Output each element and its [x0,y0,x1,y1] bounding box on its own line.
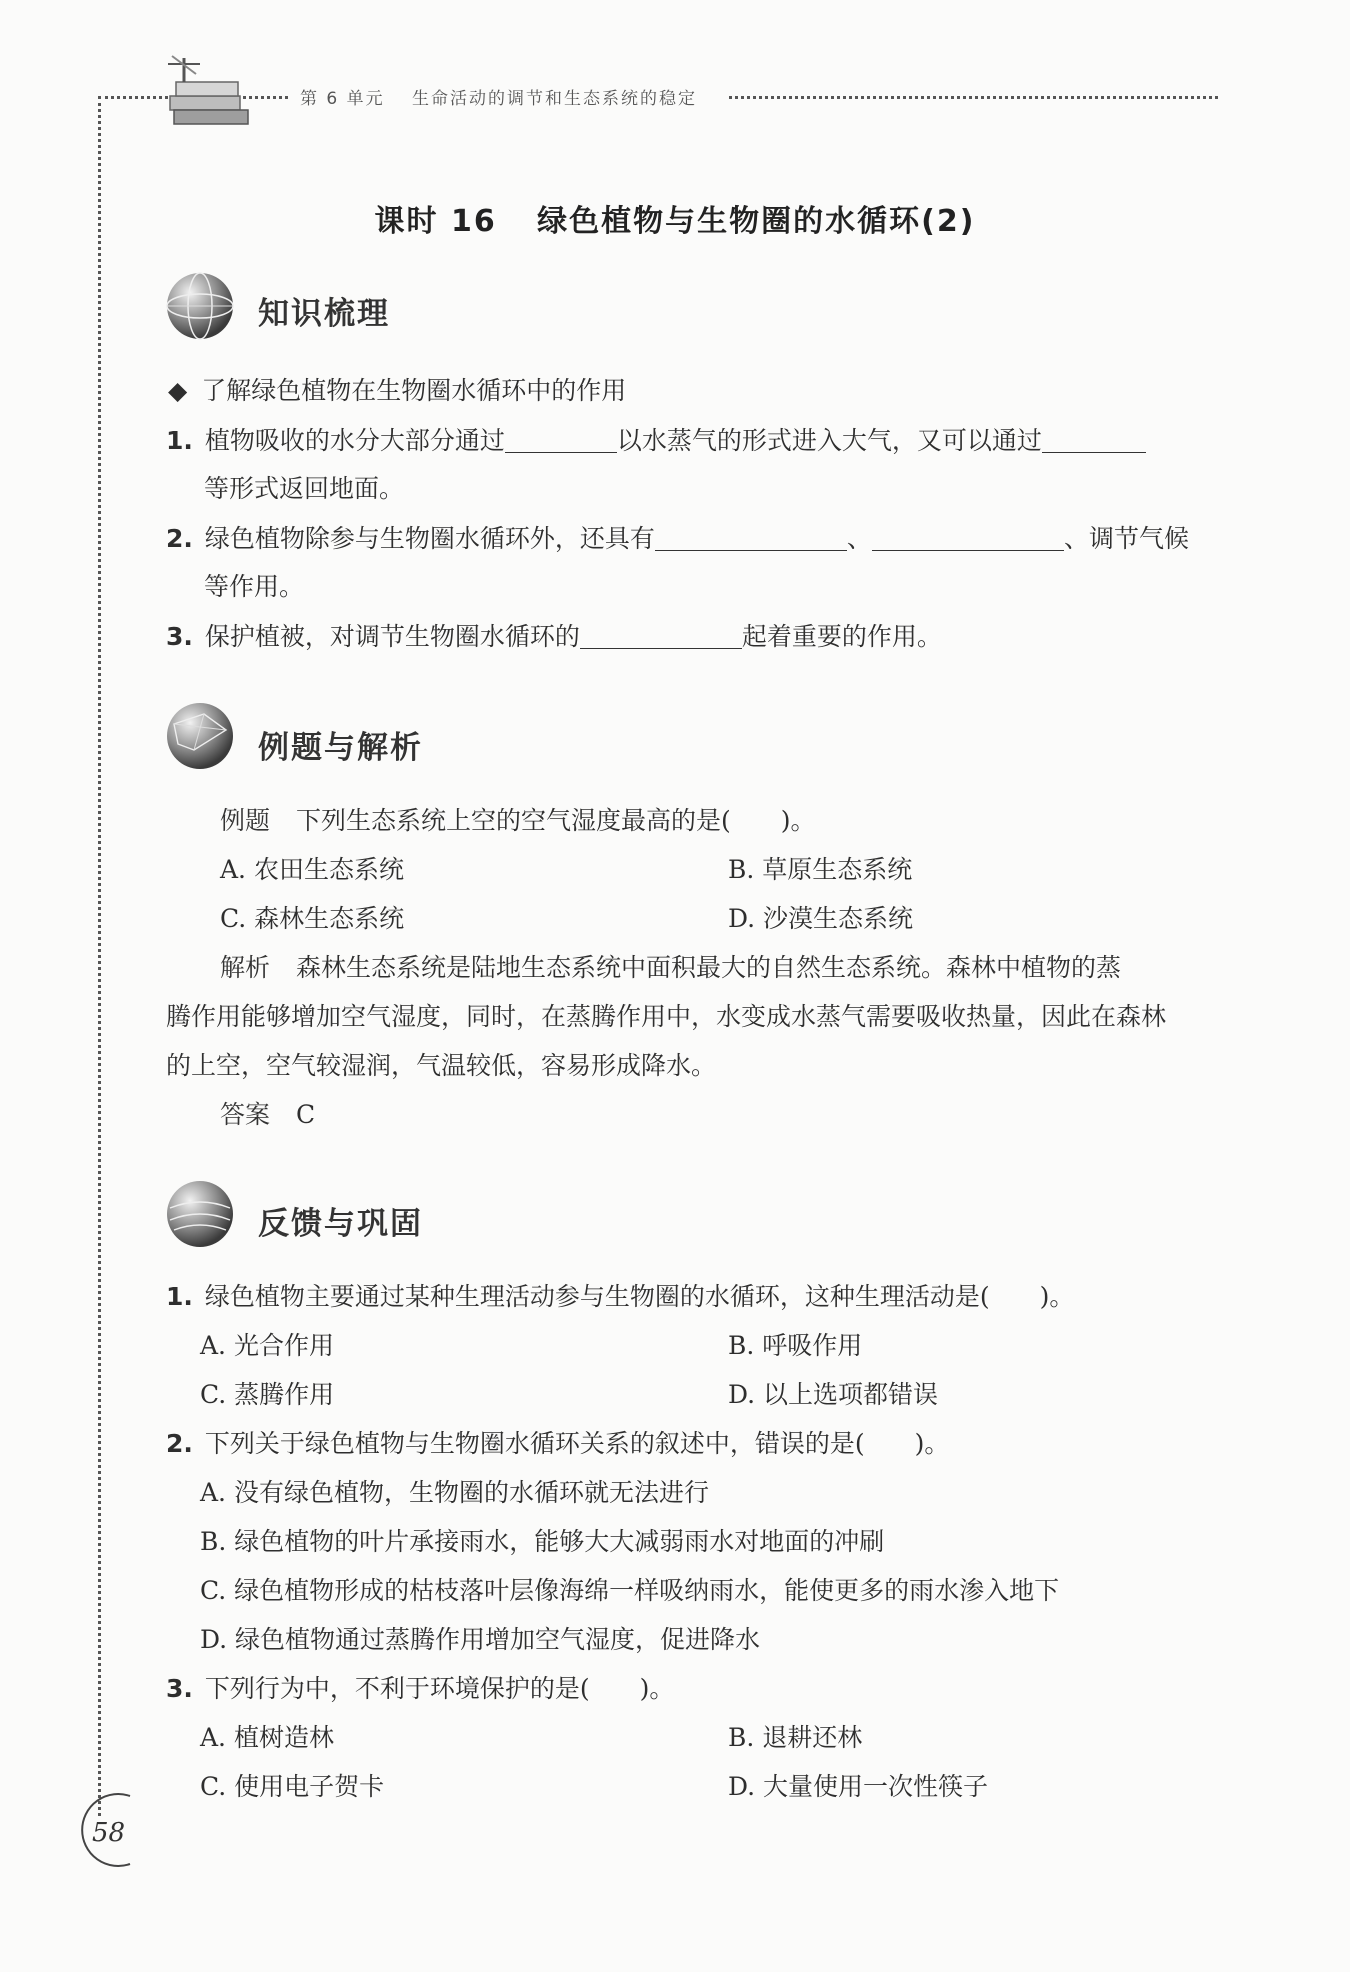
section-title: 反馈与巩固 [258,1206,423,1242]
section-feedback [160,1178,660,1258]
feedback-q1-option-b: B. 呼吸作用 [728,1331,863,1360]
feedback-q2-option-d: D. 绿色植物通过蒸腾作用增加空气湿度，促进降水 [200,1625,761,1654]
feedback-q2-option-c: C. 绿色植物形成的枯枝落叶层像海绵一样吸纳雨水，能使更多的雨水渗入地下 [200,1576,1060,1605]
knowledge-q1-cont: 等形式返回地面。 [204,474,405,503]
feedback-q1-option-d: D. 以上选项都错误 [728,1380,939,1409]
section-knowledge [160,270,660,350]
section-title: 知识梳理 [258,296,390,332]
feedback-q2: 2. 下列关于绿色植物与生物圈水循环关系的叙述中，错误的是( )。 [166,1429,950,1458]
example-answer: 答案 C [220,1100,316,1129]
feedback-q3: 3. 下列行为中，不利于环境保护的是( )。 [166,1674,675,1703]
globe-icon [164,700,236,772]
lesson-number: 课时 16 [374,204,497,239]
globe-icon [164,270,236,342]
answer-blank[interactable] [872,526,1064,551]
side-dotted-rule [98,96,101,1816]
answer-blank[interactable] [580,624,742,649]
section-title: 例题与解析 [258,730,423,766]
feedback-q3-option-d: D. 大量使用一次性筷子 [728,1772,989,1801]
diamond-bullet-icon: ◆ [168,376,188,405]
running-header [290,84,727,114]
answer-blank[interactable] [1042,428,1146,453]
analysis-label: 解析 [220,953,271,982]
feedback-q1-option-c: C. 蒸腾作用 [200,1380,335,1409]
example-option-c: C. 森林生态系统 [220,904,405,933]
lesson-title [0,196,1350,240]
example-analysis-line3: 的上空，空气较湿润，气温较低，容易形成降水。 [166,1051,717,1080]
feedback-q2-option-a: A. 没有绿色植物，生物圈的水循环就无法进行 [200,1478,709,1507]
feedback-q3-option-c: C. 使用电子贺卡 [200,1772,385,1801]
section-example [160,700,660,780]
example-analysis-line1: 解析 森林生态系统是陆地生态系统中面积最大的自然生态系统。森林中植物的蒸 [220,953,1122,982]
answer-label: 答案 [220,1100,271,1129]
unit-label: 第 6 单元 [300,89,385,109]
example-analysis-line2: 腾作用能够增加空气湿度，同时，在蒸腾作用中，水变成水蒸气需要吸收热量，因此在森林 [166,1002,1167,1031]
unit-title: 生命活动的调节和生态系统的稳定 [412,89,698,109]
lesson-name: 绿色植物与生物圈的水循环(2) [537,204,976,239]
feedback-q3-option-b: B. 退耕还林 [728,1723,863,1752]
knowledge-q2-cont: 等作用。 [204,572,305,601]
answer-blank[interactable] [505,428,617,453]
page-number: 58 [92,1818,126,1848]
feedback-q1-option-a: A. 光合作用 [200,1331,334,1360]
example-label: 例题 [220,806,271,835]
knowledge-q2: 2. 绿色植物除参与生物圈水循环外，还具有 、 、调节气候 [166,524,1189,553]
globe-icon [164,1178,236,1250]
example-option-a: A. 农田生态系统 [220,855,404,884]
knowledge-q1: 1. 植物吸收的水分大部分通过 以水蒸气的形式进入大气，又可以通过 [166,424,1146,458]
knowledge-q3: 3. 保护植被，对调节生物圈水循环的 起着重要的作用。 [166,622,942,651]
answer-blank[interactable] [655,526,847,551]
feedback-q3-option-a: A. 植树造林 [200,1723,334,1752]
example-question: 例题 下列生态系统上空的空气湿度最高的是( )。 [220,806,816,835]
books-icon [160,52,260,132]
feedback-q2-option-b: B. 绿色植物的叶片承接雨水，能够大大减弱雨水对地面的冲刷 [200,1527,885,1556]
knowledge-topic: ◆ 了解绿色植物在生物圈水循环中的作用 [168,376,627,405]
feedback-q1: 1. 绿色植物主要通过某种生理活动参与生物圈的水循环，这种生理活动是( )。 [166,1282,1075,1311]
example-option-b: B. 草原生态系统 [728,855,913,884]
example-option-d: D. 沙漠生态系统 [728,904,914,933]
